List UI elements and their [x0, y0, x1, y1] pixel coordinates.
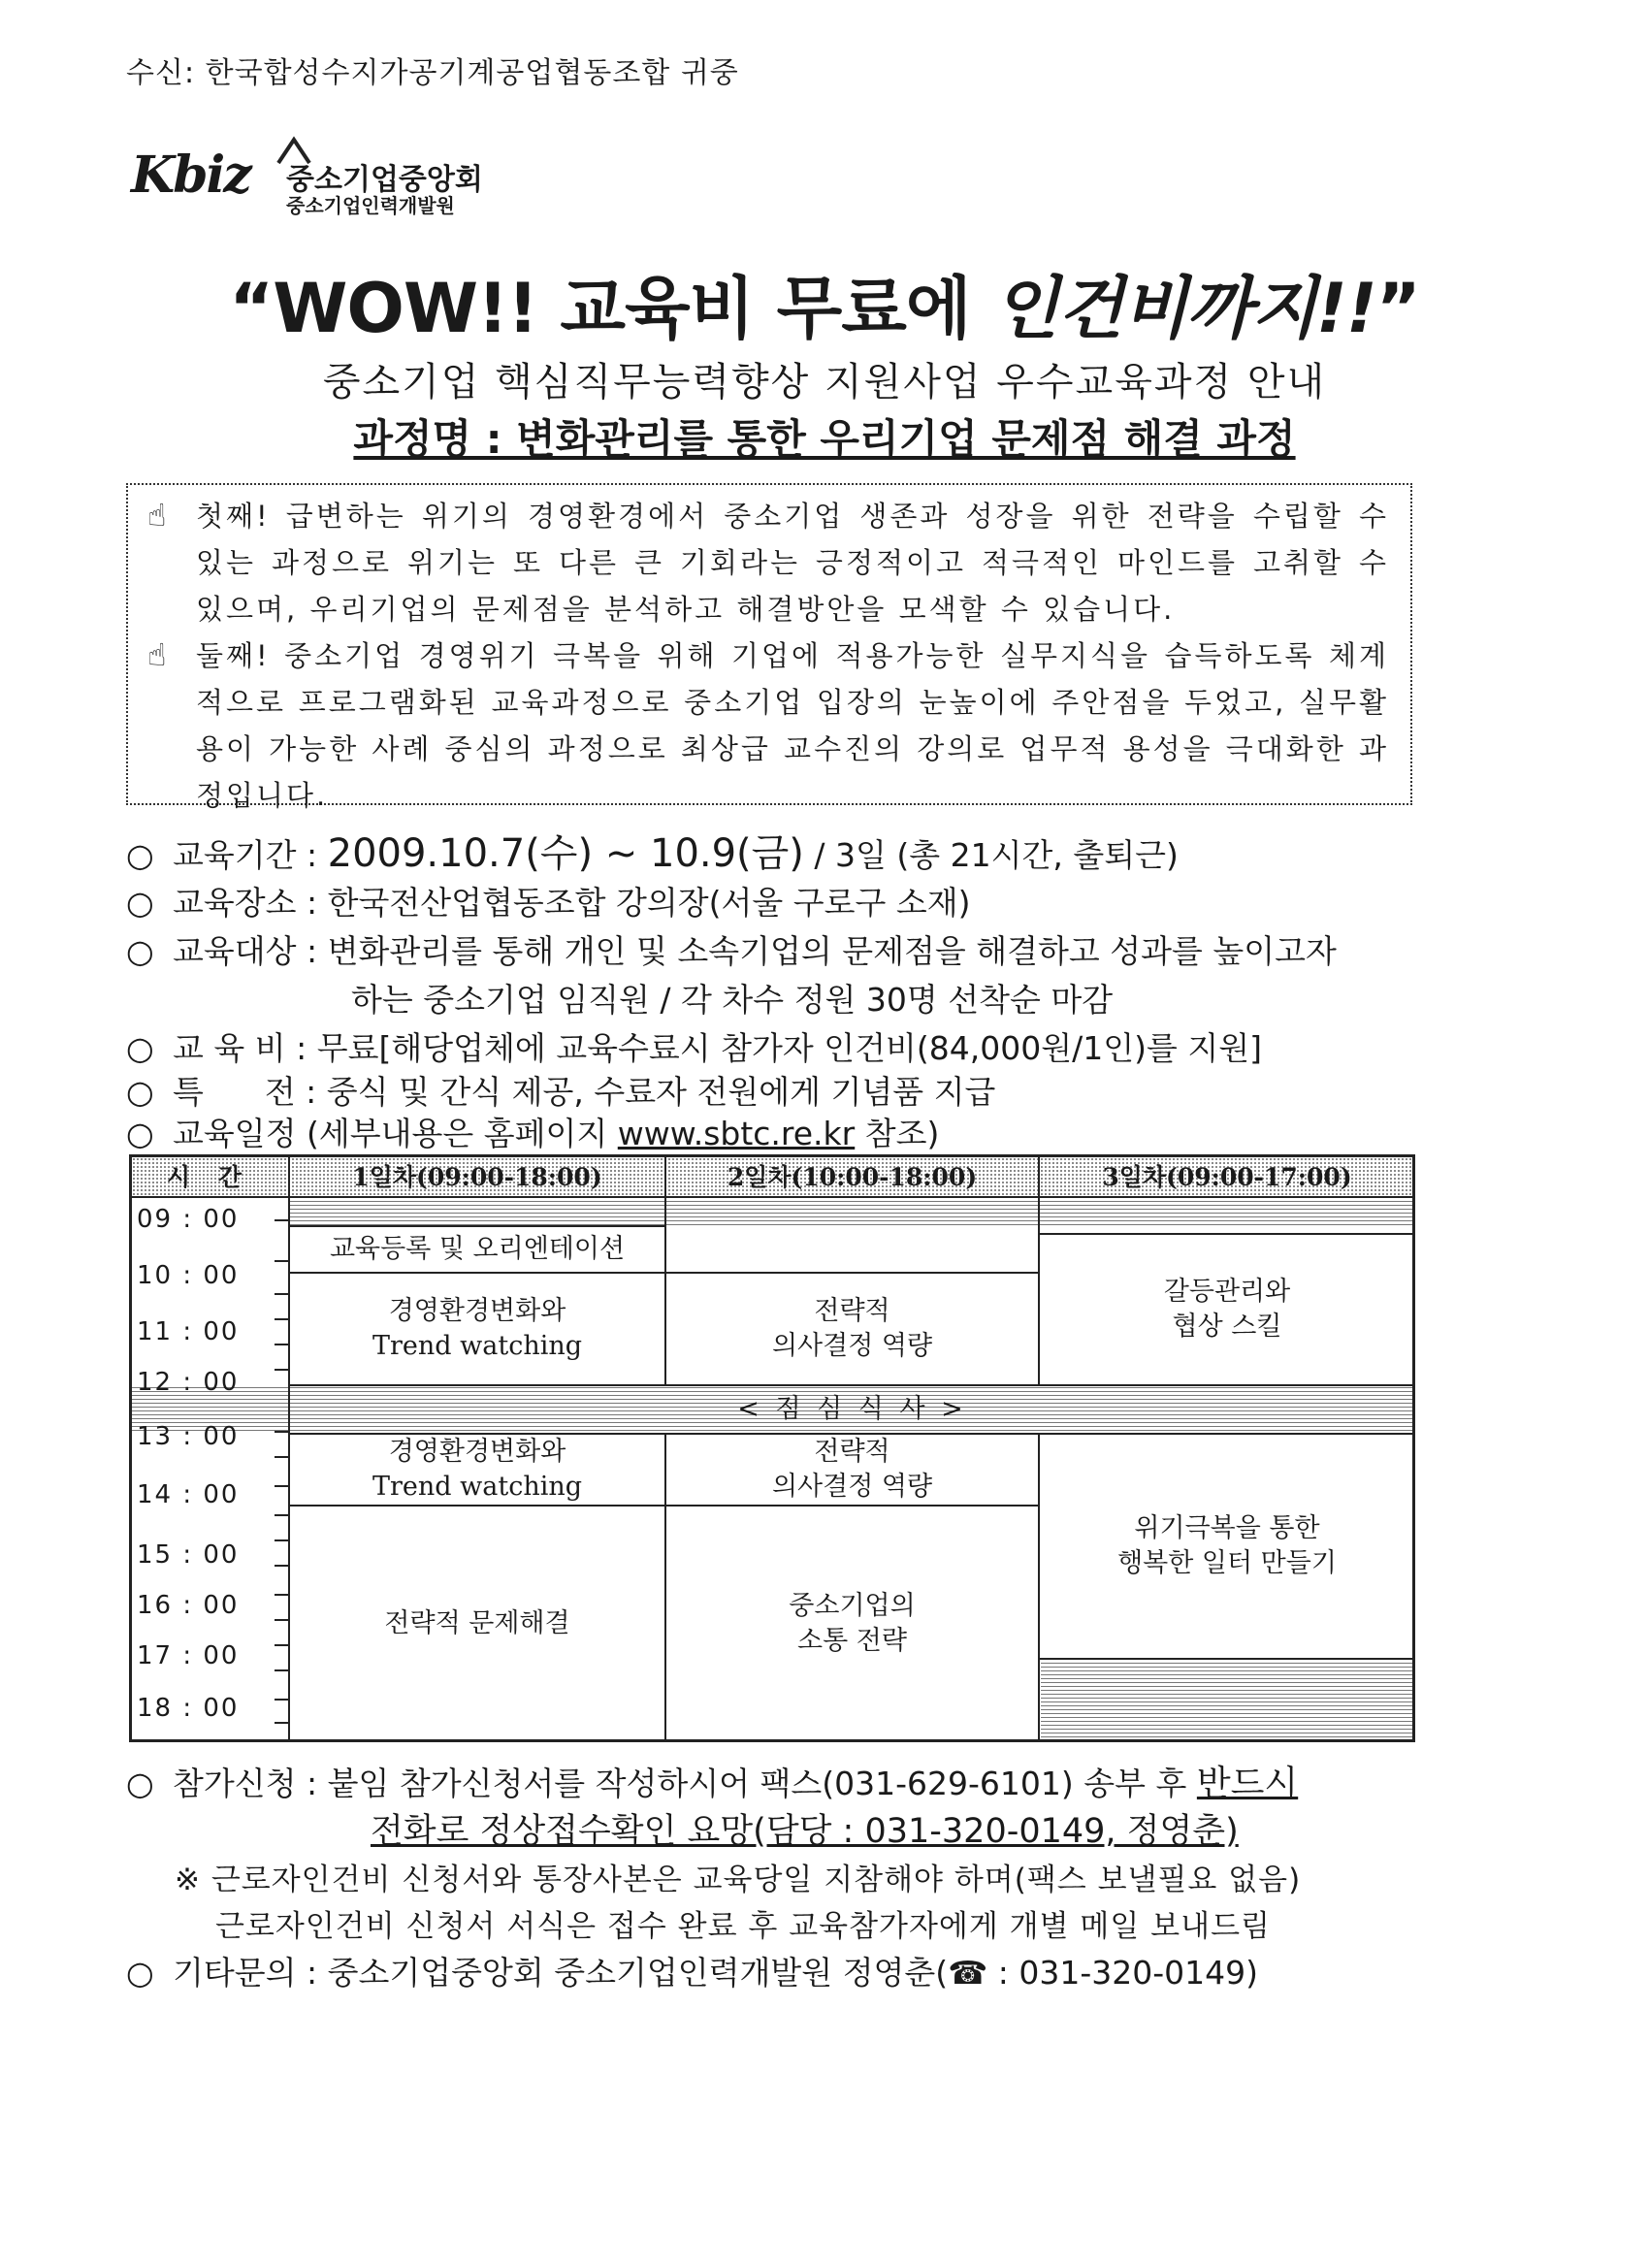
detail-place	[126, 878, 971, 923]
recipient-line: 수신: 한국합성수지가공기계공업협동조합 귀중	[126, 56, 739, 90]
schedule-table	[129, 1154, 1415, 1742]
detail-perks	[126, 1067, 995, 1113]
detail-period	[126, 823, 1179, 878]
day1-header: 1일차(09:00-18:00)	[352, 1163, 602, 1191]
pointing-hand-icon: ☝	[147, 497, 167, 534]
time-label: 09 : 00	[137, 1205, 240, 1234]
time-label: 13 : 00	[137, 1422, 240, 1451]
period-label: 교육기간 :	[173, 836, 328, 874]
intro-paragraph-1: 첫째! 급변하는 위기의 경영환경에서 중소기업 생존과 성장을 위한 전략을 수립할 수 있는 과정으로 위기는 또 다른 큰 기회라는 긍정적이고 적극적인 마인드를 고취할 수 있으며, 우리기업의 문제점을 분석하고 해결방안을 모색할 수 있습니다.	[196, 500, 1389, 626]
day1-session-trend-pm: 경영환경변화와 Trend watching	[372, 1437, 583, 1502]
course-title-text: 과정명 : 변화관리를 통한 우리기업 문제점 해결 과정	[353, 415, 1296, 463]
bullet-circle-icon: ○	[126, 1029, 154, 1067]
perks-text: 특 전 : 중식 및 간식 제공, 수료자 전원에게 기념품 지급	[173, 1073, 996, 1111]
time-label: 17 : 00	[137, 1641, 240, 1670]
place-text: 교육장소 : 한국전산업협동조합 강의장(서울 구로구 소재)	[173, 884, 971, 922]
day2-session-decision-pm: 전략적 의사결정 역량	[771, 1437, 933, 1502]
target-text-1: 교육대상 : 변화관리를 통해 개인 및 소속기업의 문제점을 해결하고 성과를 높이고자	[173, 932, 1337, 970]
period-extra: / 3일 (총 21시간, 출퇴근)	[803, 836, 1179, 874]
fee-text: 교 육 비 : 무료[해당업체에 교육수료시 참가자 인건비(84,000원/1인)를 지원]	[173, 1029, 1262, 1067]
detail-schedule	[126, 1109, 939, 1154]
day3-session-conflict: 갈등관리와 협상 스킬	[1163, 1277, 1291, 1342]
day3-header: 3일차(09:00-17:00)	[1102, 1163, 1352, 1191]
pointing-hand-icon: ☝	[147, 636, 167, 673]
day2-session-communication: 중소기업의 소통 전략	[789, 1591, 916, 1656]
time-label: 12 : 00	[137, 1368, 240, 1397]
headline-part3: ”	[1375, 269, 1420, 348]
apply-line-2: 전화로 정상접수확인 요망(담당 : 031-320-0149, 정영춘)	[371, 1812, 1239, 1851]
period-dates: 2009.10.7(수) ~ 10.9(금)	[327, 831, 804, 876]
headline	[0, 254, 1649, 352]
course-title	[0, 407, 1649, 466]
apply-emphasis: 반드시	[1196, 1764, 1299, 1803]
day1-session-registration: 교육등록 및 오리엔테이션	[329, 1234, 626, 1264]
bullet-circle-icon: ○	[126, 1073, 154, 1111]
apply-note-2: 근로자인건비 신청서 서식은 접수 완료 후 교육참가자에게 개별 메일 보내드림	[215, 1909, 1271, 1944]
time-label: 15 : 00	[137, 1540, 240, 1570]
detail-target-cont: 하는 중소기업 임직원 / 각 차수 정원 30명 선착순 마감	[351, 981, 1114, 1019]
schedule-suffix: 참조)	[855, 1115, 940, 1152]
contact-line	[126, 1948, 1258, 1993]
time-column-header: 시 간	[166, 1163, 251, 1191]
bullet-circle-icon: ○	[126, 836, 154, 874]
day1-session-trend-am: 경영환경변화와 Trend watching	[372, 1296, 583, 1361]
schedule-label: 교육일정 (세부내용은 홈페이지	[173, 1115, 618, 1152]
day2-header: 2일차(10:00-18:00)	[727, 1163, 978, 1191]
headline-part1: “WOW!! 교육비 무료에	[229, 269, 993, 348]
detail-fee	[126, 1023, 1262, 1069]
day3-session-crisis: 위기극복을 통한 행복한 일터 만들기	[1117, 1513, 1337, 1578]
bullet-circle-icon: ○	[126, 1115, 154, 1152]
apply-text: 참가신청 : 붙임 참가신청서를 작성하시어 팩스(031-629-6101) 송부 후	[173, 1765, 1197, 1802]
time-label: 10 : 00	[137, 1261, 240, 1290]
time-label: 16 : 00	[137, 1591, 240, 1620]
intro-box	[126, 483, 1412, 812]
apply-line-1	[126, 1756, 1298, 1805]
day1-session-problem-solving: 전략적 문제해결	[384, 1608, 570, 1638]
subtitle: 중소기업 핵심직무능력향상 지원사업 우수교육과정 안내	[322, 360, 1327, 405]
org-unit: 중소기업인력개발원	[286, 194, 455, 217]
apply-note-1: ※ 근로자인건비 신청서와 통장사본은 교육당일 지참해야 하며(팩스 보낼필요 없음)	[175, 1863, 1302, 1897]
intro-paragraph-2: 둘째! 중소기업 경영위기 극복을 위해 기업에 적용가능한 실무지식을 습득하도록 체계적으로 프로그램화된 교육과정으로 중소기업 입장의 눈높이에 주안점을 두었고, 실무활용이 가능한 사례 중심의 과정으로 최상급 교수진의 강의로 업무적 용성을 극대화한 과정입니다.	[196, 639, 1389, 812]
bullet-circle-icon: ○	[126, 1765, 154, 1802]
time-label: 11 : 00	[137, 1317, 240, 1346]
time-label: 14 : 00	[137, 1480, 240, 1509]
headline-part2: 인건비까지!!	[992, 269, 1376, 348]
org-name: 중소기업중앙회	[286, 163, 483, 197]
day2-session-decision-am: 전략적 의사결정 역량	[771, 1296, 933, 1361]
contact-text: 기타문의 : 중소기업중앙회 중소기업인력개발원 정영춘(☎ : 031-320-0149)	[173, 1954, 1258, 1992]
lunch-break: < 점 심 식 사 >	[737, 1394, 967, 1424]
bullet-circle-icon: ○	[126, 1954, 154, 1992]
bullet-circle-icon: ○	[126, 884, 154, 922]
time-label: 18 : 00	[137, 1694, 240, 1723]
logo-mark: Kbiz	[131, 146, 250, 205]
bullet-circle-icon: ○	[126, 932, 154, 970]
detail-target	[126, 926, 1337, 972]
homepage-link[interactable]: www.sbtc.re.kr	[617, 1115, 856, 1152]
